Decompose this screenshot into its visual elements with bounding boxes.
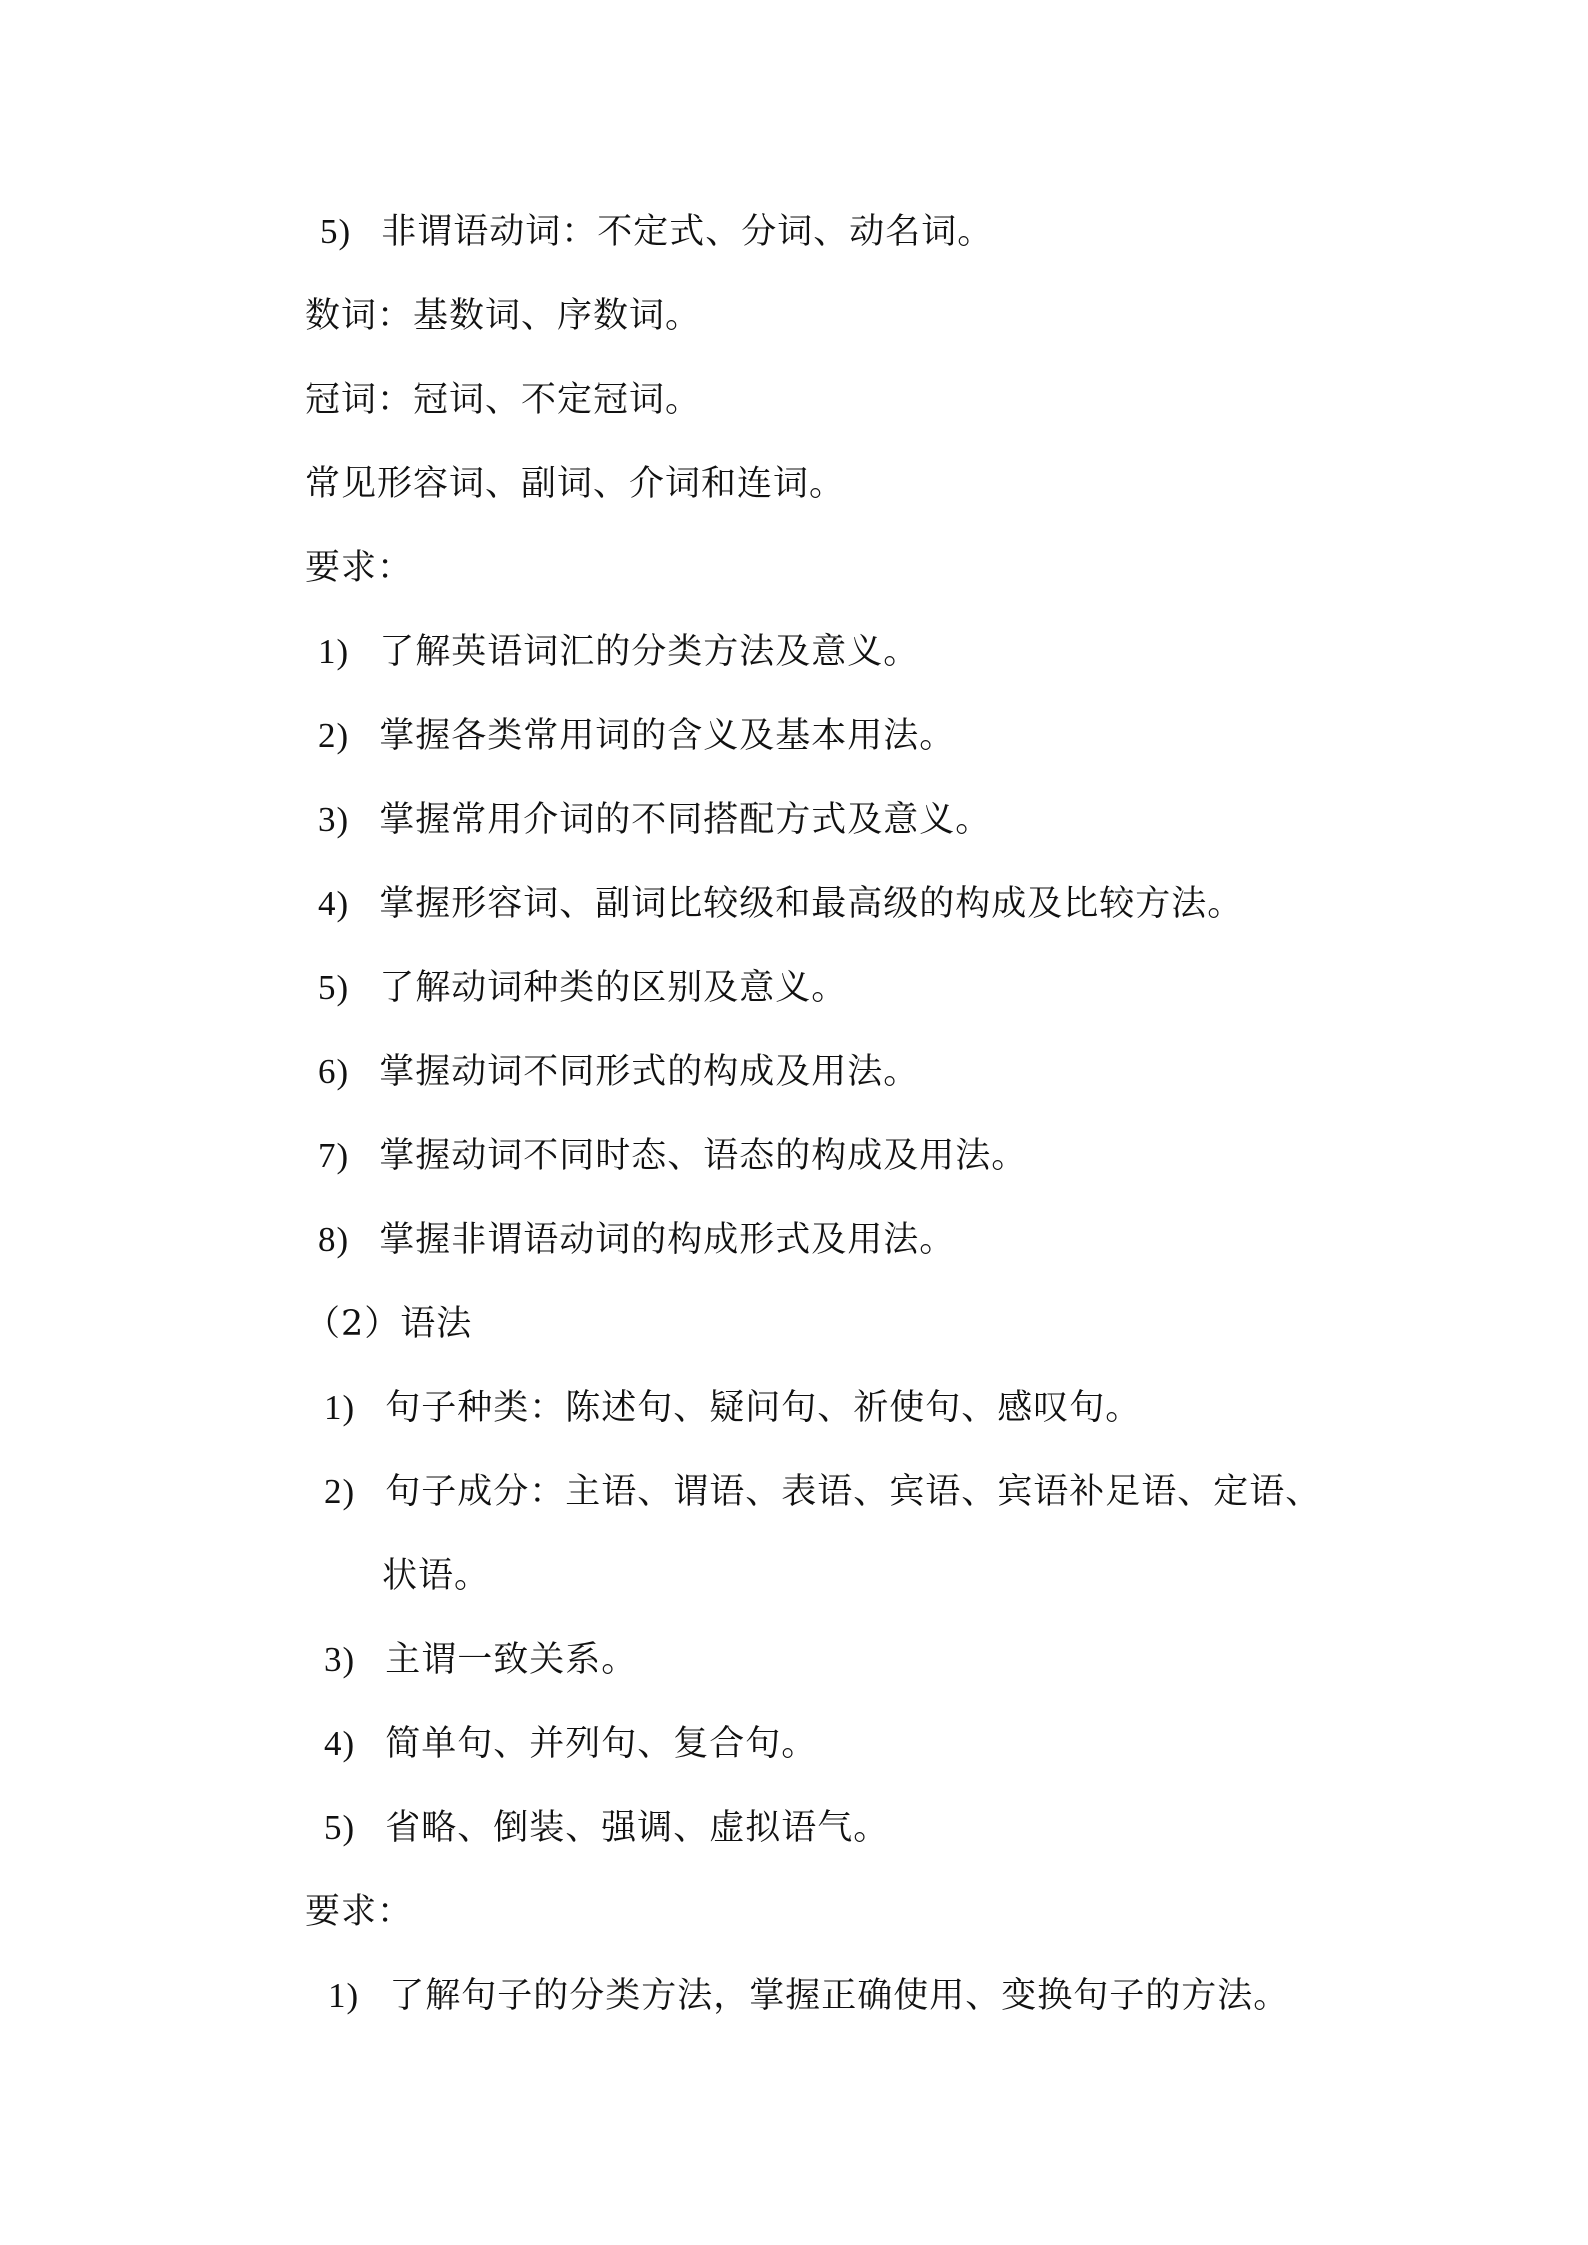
list-number: 3) [318,800,350,839]
list-text: 省略、倒装、强调、虚拟语气。 [385,1808,890,1848]
list-text: 状语。 [382,1556,491,1596]
list-number: 4) [318,884,350,923]
paragraph-common-words [305,460,845,508]
list-number: 5) [318,968,350,1007]
heading-text: 要求： [305,548,414,588]
list-item-continuation [382,1552,490,1600]
list-item-req-7 [318,1132,1027,1180]
list-text: 掌握各类常用词的含义及基本用法。 [379,716,956,756]
list-text: 掌握动词不同时态、语态的构成及用法。 [379,1136,1028,1176]
paragraph-text: 冠词：冠词、不定冠词。 [305,380,702,420]
list-item-req-1 [318,628,919,676]
list-text: 了解动词种类的区别及意义。 [379,968,848,1008]
section-heading-grammar [305,1300,472,1348]
list-number: 2) [318,716,350,755]
list-text: 句子成分：主语、谓语、表语、宾语、宾语补足语、定语、 [385,1472,1322,1512]
list-item-req-6 [318,1048,919,1096]
list-text: 句子种类：陈述句、疑问句、祈使句、感叹句。 [385,1388,1142,1428]
list-text: 掌握非谓语动词的构成形式及用法。 [379,1220,956,1260]
section-heading-requirements [305,544,413,592]
list-number: 7) [318,1136,350,1175]
list-text: 了解句子的分类方法，掌握正确使用、变换句子的方法。 [389,1976,1290,2016]
list-text: 主谓一致关系。 [385,1640,638,1680]
list-item-req-8 [318,1216,955,1264]
paragraph-text: 数词：基数词、序数词。 [305,296,702,336]
paragraph-articles [305,376,701,424]
list-number: 1) [328,1976,360,2015]
list-text: 掌握常用介词的不同搭配方式及意义。 [379,800,992,840]
heading-text: 要求： [305,1892,414,1932]
list-number: 8) [318,1220,350,1259]
section-heading-requirements-2 [305,1888,413,1936]
list-item-nonfinite-verbs [320,208,993,256]
heading-text: （2）语法 [305,1304,473,1344]
list-item-req-4 [318,880,1243,928]
list-text: 了解英语词汇的分类方法及意义。 [379,632,920,672]
list-item-req-2 [318,712,955,760]
list-item-special-structures [324,1804,889,1852]
list-item-sentence-structures [324,1720,817,1768]
list-number: 2) [324,1472,356,1511]
paragraph-text: 常见形容词、副词、介词和连词。 [305,464,846,504]
list-item-subject-verb-agreement [324,1636,637,1684]
list-item-sentence-types [324,1384,1141,1432]
list-number: 3) [324,1640,356,1679]
list-number: 1) [318,632,350,671]
list-number: 4) [324,1724,356,1763]
list-number: 6) [318,1052,350,1091]
list-item-req-5 [318,964,847,1012]
list-text: 非谓语动词：不定式、分词、动名词。 [381,212,994,252]
list-number: 5) [324,1808,356,1847]
list-text: 掌握形容词、副词比较级和最高级的构成及比较方法。 [379,884,1244,924]
list-item-grammar-req-1 [328,1972,1289,2020]
list-text: 简单句、并列句、复合句。 [385,1724,818,1764]
paragraph-numerals [305,292,701,340]
list-text: 掌握动词不同形式的构成及用法。 [379,1052,920,1092]
list-item-sentence-components [324,1468,1321,1516]
list-number: 5) [320,212,352,251]
list-item-req-3 [318,796,991,844]
list-number: 1) [324,1388,356,1427]
